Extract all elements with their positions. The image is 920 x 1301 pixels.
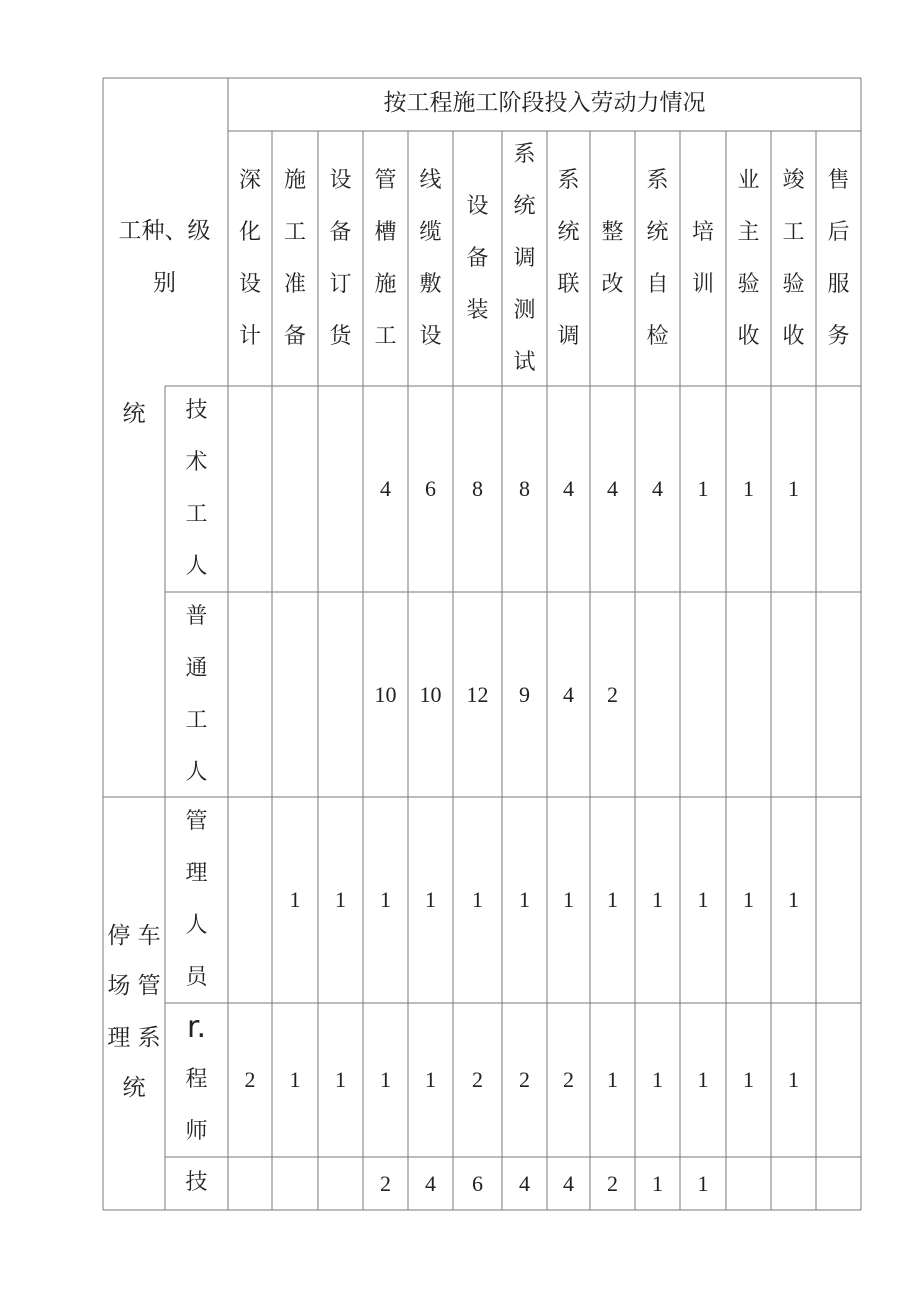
table-cell: 1 (652, 1067, 663, 1092)
table-cell (726, 592, 771, 797)
stage-header: 业 主 验 收 (737, 167, 760, 349)
table-cell: 1 (788, 1067, 799, 1092)
table-cell (228, 1157, 272, 1210)
table-cell: 4 (425, 1170, 436, 1196)
table-cell (680, 592, 726, 797)
table-cell (318, 592, 363, 797)
table-cell: 6 (472, 1170, 483, 1196)
table-cell: 1 (289, 1067, 301, 1092)
stage-header: 设 备 装 (466, 193, 489, 323)
table-cell (228, 386, 272, 592)
table-cell: 10 (374, 681, 397, 707)
table-cell: 1 (743, 476, 754, 501)
table-cell: 12 (466, 681, 489, 707)
table-cell: 8 (472, 476, 483, 501)
group2-label-line3: 理 系 (107, 1025, 161, 1051)
stage-header: 深 化 设 计 (238, 167, 261, 349)
table-cell: 2 (519, 1067, 530, 1092)
corner-header-line1: 工种、级 (118, 218, 211, 244)
row-label: 管 理 人 员 (185, 809, 208, 990)
table-cell: 4 (563, 476, 574, 501)
row-label: 普 通 工 人 (185, 603, 208, 785)
table-cell (318, 1157, 363, 1210)
table-cell: 1 (425, 887, 436, 912)
table-cell: 2 (472, 1067, 483, 1092)
table-cell (816, 1157, 861, 1210)
table-cell: 1 (743, 1067, 754, 1092)
table-cell (635, 592, 680, 797)
table-cell (771, 1157, 816, 1210)
stage-header: 整 改 (601, 219, 624, 297)
stage-header: 管 槽 施 工 (374, 167, 397, 349)
table-cell (272, 386, 318, 592)
table-cell: 1 (652, 887, 663, 912)
table-cell: 4 (652, 476, 663, 501)
group2-label-line1: 停 车 (107, 923, 161, 949)
table-cell: 8 (519, 476, 530, 501)
table-cell (726, 1157, 771, 1210)
stage-header: 系 统 调 测 试 (513, 141, 536, 375)
table-cell: 1 (425, 1067, 436, 1092)
stage-header: 施 工 准 备 (283, 167, 306, 349)
group2-label-line4: 统 (122, 1075, 146, 1101)
stage-header: 系 统 自 检 (646, 167, 669, 349)
table-cell (228, 592, 272, 797)
table-cell: 1 (697, 1170, 709, 1196)
stage-header: 竣 工 验 收 (782, 167, 805, 349)
table-cell: 1 (380, 1067, 391, 1092)
table-cell (816, 592, 861, 797)
table-cell: 4 (607, 476, 618, 501)
table-cell: 10 (419, 681, 442, 707)
table-cell: 4 (563, 681, 574, 707)
table-cell: 1 (563, 887, 574, 912)
table-cell: 2 (607, 681, 618, 707)
table-cell: 1 (788, 887, 799, 912)
table-cell: 1 (788, 476, 799, 501)
table-cell (318, 386, 363, 592)
table-cell: 1 (697, 887, 709, 912)
table-cell: 1 (335, 887, 346, 912)
table-cell (228, 797, 272, 1003)
table-cell: 4 (380, 476, 391, 501)
stage-header: 售 后 服 务 (827, 167, 850, 349)
row-label: 技 (185, 1170, 208, 1195)
table-cell: 1 (472, 887, 483, 912)
table-cell (272, 592, 318, 797)
table-cell: 2 (380, 1170, 391, 1196)
table-cell (816, 386, 861, 592)
stage-header: 系 统 联 调 (557, 167, 580, 349)
stage-header: 培 训 (691, 219, 714, 297)
corner-header-line2: 别 (153, 270, 176, 296)
table-cell (816, 1003, 861, 1157)
table-cell: 4 (519, 1170, 530, 1196)
table-cell: 2 (563, 1067, 574, 1092)
table-cell: 1 (607, 887, 618, 912)
stage-header: 线 缆 敷 设 (419, 167, 442, 349)
table-title: 按工程施工阶段投入劳动力情况 (383, 90, 706, 116)
group1-label-fragment: 统 (122, 401, 146, 427)
table-cell (272, 1157, 318, 1210)
table-cell (816, 797, 861, 1003)
table-cell: 9 (519, 681, 530, 707)
table-cell: 1 (289, 887, 301, 912)
table-cell: 1 (697, 1067, 709, 1092)
table-cell (771, 592, 816, 797)
table-cell: 1 (335, 1067, 346, 1092)
table-cell: 2 (244, 1067, 256, 1092)
table-cell: 1 (743, 887, 754, 912)
table-cell: 1 (607, 1067, 618, 1092)
stage-header: 设 备 订 货 (329, 167, 352, 349)
table-cell: 6 (425, 476, 436, 501)
table-cell: 1 (697, 476, 709, 501)
table-cell: 4 (563, 1170, 574, 1196)
row-label: 技 术 工 人 (185, 398, 208, 579)
table-cell: 2 (607, 1170, 618, 1196)
row-label: r. 程 师 (185, 1010, 208, 1144)
table-cell: 1 (519, 887, 530, 912)
table-cell: 1 (652, 1170, 663, 1196)
group2-label-line2: 场 管 (107, 973, 161, 999)
table-cell: 1 (380, 887, 391, 912)
